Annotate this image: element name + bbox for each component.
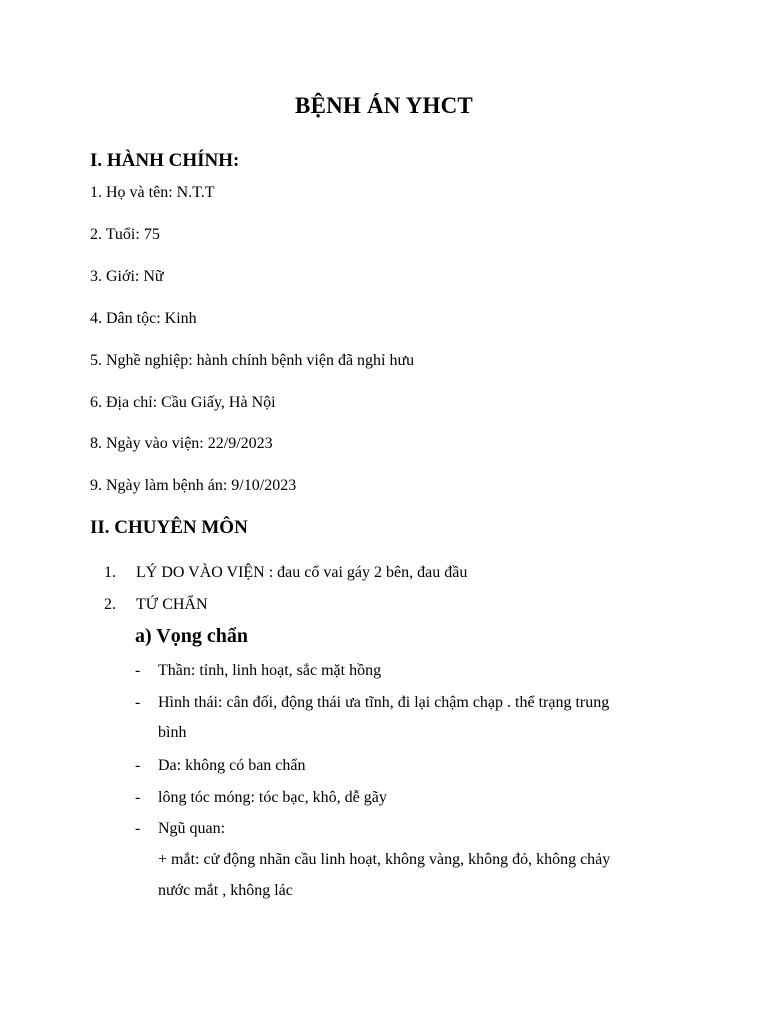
bullet-text: Da: không có ban chẩn <box>158 757 306 774</box>
bullet-five-senses <box>135 820 225 838</box>
bullet-form <box>135 694 609 712</box>
bullet-form-continuation: bình <box>158 724 187 741</box>
field-admission-date: 8. Ngày vào viện: 22/9/2023 <box>90 435 273 452</box>
bullet-spirit <box>135 662 381 680</box>
bullet-dash: - <box>135 820 141 837</box>
bullet-dash: - <box>135 694 141 711</box>
field-name: 1. Họ và tên: N.T.T <box>90 184 215 201</box>
bullet-skin <box>135 757 306 775</box>
bullet-text: lông tóc móng: tóc bạc, khô, dễ gãy <box>158 789 387 806</box>
sub-item-eyes: + mắt: cử động nhãn cầu linh hoạt, không vàng, không đỏ, không chảy <box>158 851 611 868</box>
field-record-date: 9. Ngày làm bệnh án: 9/10/2023 <box>90 477 297 494</box>
sub-item-eyes-continuation: nước mắt , không lác <box>158 882 293 899</box>
field-address: 6. Địa chỉ: Cầu Giấy, Hà Nội <box>90 394 276 411</box>
bullet-dash: - <box>135 789 141 806</box>
bullet-text: Thần: tỉnh, linh hoạt, sắc mặt hồng <box>158 662 382 679</box>
section-heading-administrative: I. HÀNH CHÍNH: <box>90 150 240 171</box>
field-occupation: 5. Nghề nghiệp: hành chính bệnh viện đã nghỉ hưu <box>90 352 415 369</box>
list-text: TỨ CHẨN <box>136 596 208 613</box>
list-item-reason <box>104 564 467 582</box>
bullet-dash: - <box>135 662 141 679</box>
bullet-hair-nails <box>135 789 387 807</box>
field-age: 2. Tuổi: 75 <box>90 226 160 243</box>
subheading-inspection: a) Vọng chẩn <box>135 625 248 647</box>
field-gender: 3. Giới: Nữ <box>90 268 164 285</box>
list-number: 1. <box>104 564 116 581</box>
section-heading-specialty: II. CHUYÊN MÔN <box>90 517 248 538</box>
bullet-dash: - <box>135 757 141 774</box>
document-title: BỆNH ÁN YHCT <box>295 93 473 118</box>
list-text: LÝ DO VÀO VIỆN : đau cổ vai gáy 2 bên, đau đầu <box>136 564 468 581</box>
bullet-text: Ngũ quan: <box>158 820 226 837</box>
list-number: 2. <box>104 596 116 613</box>
list-item-four-examinations <box>104 596 208 614</box>
field-ethnicity: 4. Dân tộc: Kinh <box>90 310 197 327</box>
bullet-text: Hình thái: cân đối, động thái ưa tĩnh, đi lại chậm chạp . thể trạng trung <box>158 694 610 711</box>
